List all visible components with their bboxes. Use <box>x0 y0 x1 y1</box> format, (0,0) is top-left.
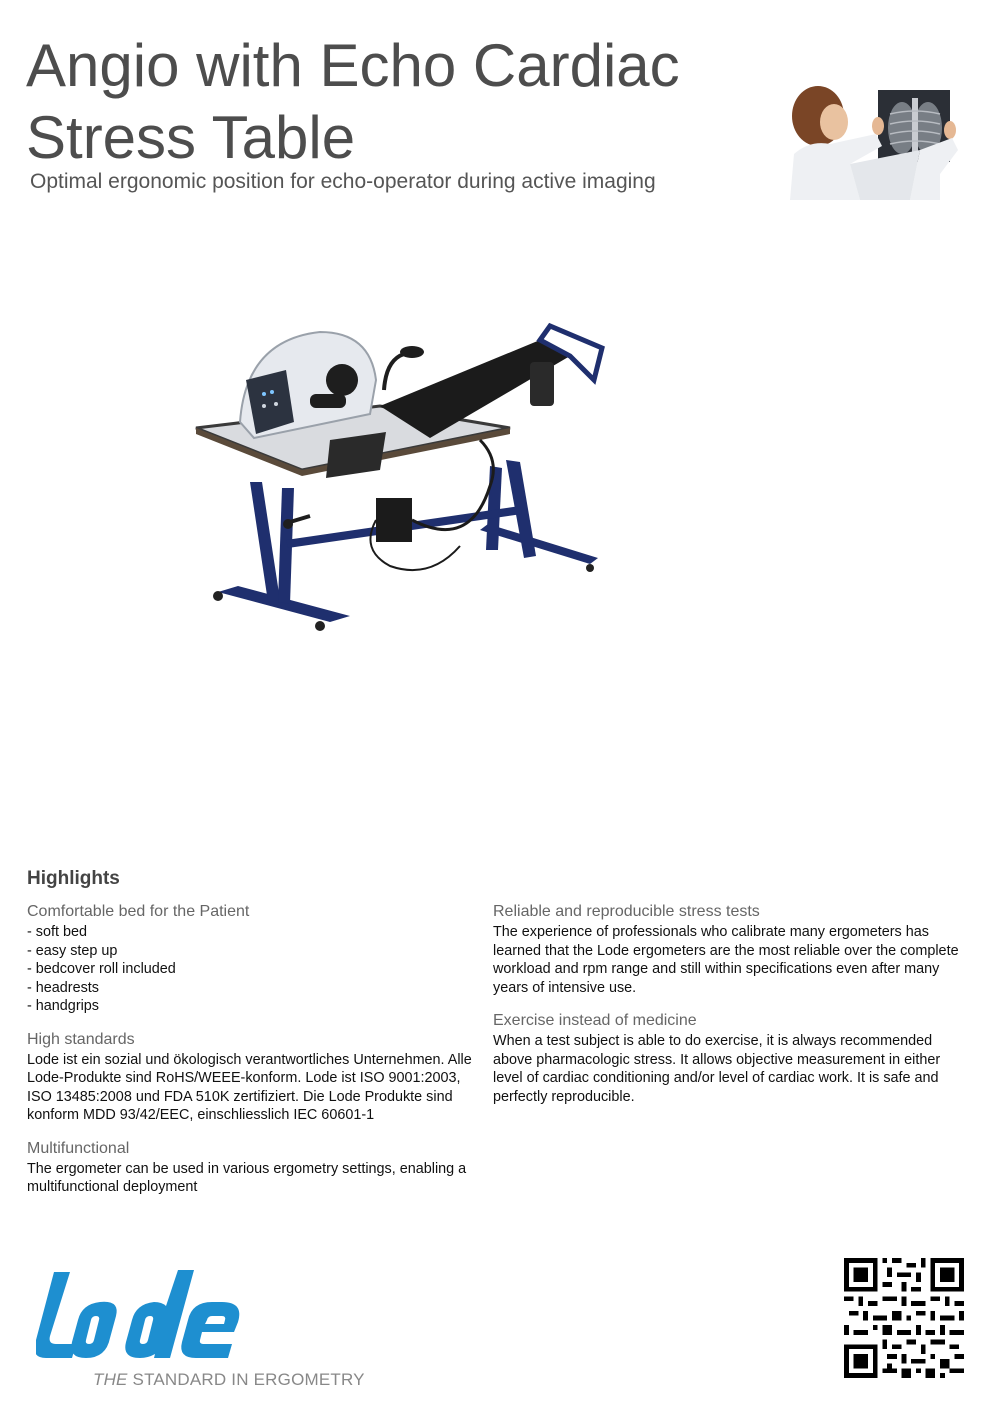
highlights-heading: Highlights <box>27 868 120 889</box>
section-multifunctional <box>27 1139 477 1197</box>
section-body: Lode ist ein sozial und ökologisch verantwortliches Unternehmen. Alle Lode-Produkte sind RoHS/WEEE-konform. Lode ist ISO 9001:2003, ISO 13485:2008 und FDA 510K zertifiziert. Die Lode Produkte sind konform MDD 93/42/EEC, einschliesslich IEC 60601-1 <box>27 1051 472 1123</box>
doctor-xray-photo <box>790 84 962 200</box>
tagline-rest: STANDARD IN ERGOMETRY <box>127 1370 365 1389</box>
page-subtitle: Optimal ergonomic position for echo-operator during active imaging <box>30 170 656 193</box>
section-body: The ergometer can be used in various ergometry settings, enabling a multifunctional deployment <box>27 1160 467 1195</box>
tagline-em: THE <box>93 1370 128 1389</box>
section-comfortable-bed <box>27 902 477 1016</box>
list-item: - easy step up <box>27 942 477 961</box>
section-body: When a test subject is able to do exercise, it is always recommended above pharmacologic stress. It allows objective measurement in either level of cardiac conditioning and/or level of cardiac work. It is safe and perfectly reproducible. <box>493 1033 941 1105</box>
section-title: High standards <box>27 1030 135 1048</box>
list-item: - bedcover roll included <box>27 960 477 979</box>
section-title: Multifunctional <box>27 1139 130 1157</box>
section-title: Comfortable bed for the Patient <box>27 903 250 920</box>
section-high-standards <box>27 1030 477 1125</box>
brand-tagline <box>93 1370 365 1390</box>
section-title: Exercise instead of medicine <box>493 1012 697 1029</box>
section-exercise <box>493 1011 963 1106</box>
section-reliable-tests <box>493 902 963 997</box>
section-body: The experience of professionals who calibrate many ergometers has learned that the Lode ergometers are the most reliable over the complete workload and rpm range and still within specifications even after many years of intensive use. <box>493 924 959 996</box>
list-item: - headrests <box>27 979 477 998</box>
lode-logo <box>36 1266 252 1362</box>
stress-table-photo <box>190 310 610 640</box>
list-item: - soft bed <box>27 923 477 942</box>
page-title: Angio with Echo Cardiac Stress Table <box>26 32 680 171</box>
qr-code <box>844 1258 964 1378</box>
highlights-left-column <box>27 902 477 1211</box>
comfort-feature-list <box>27 923 477 1016</box>
section-title: Reliable and reproducible stress tests <box>493 903 760 920</box>
list-item: - handgrips <box>27 997 477 1016</box>
highlights-right-column <box>493 902 963 1120</box>
